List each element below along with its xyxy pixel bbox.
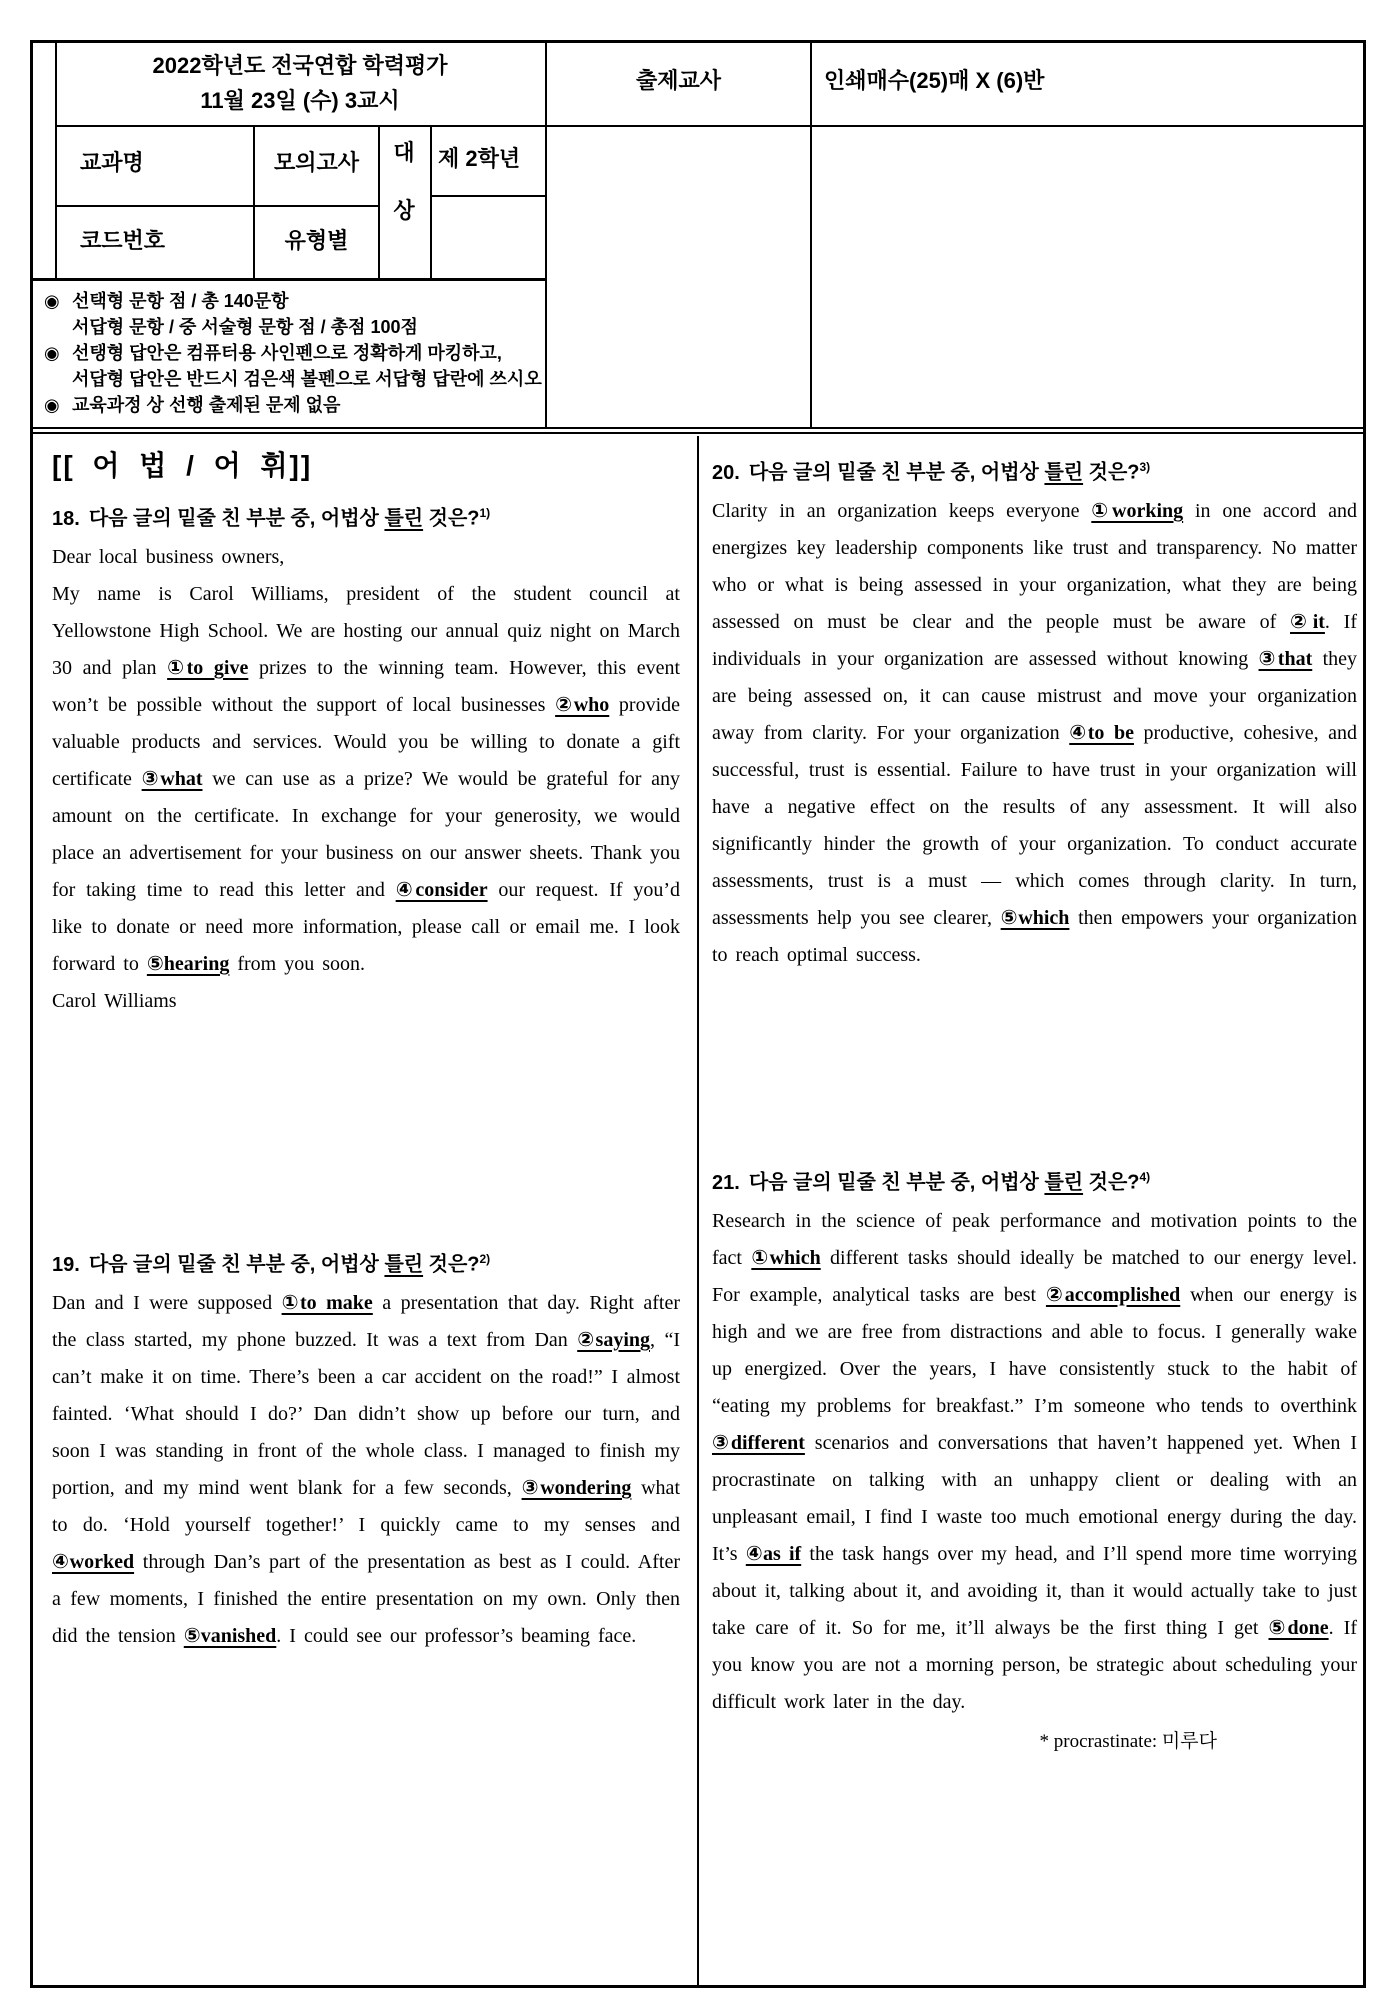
underlined-choice: ⑤which xyxy=(1000,906,1070,929)
footnote-ref: 1) xyxy=(479,506,491,520)
underlined-choice: ③what xyxy=(141,767,203,790)
examiner-label: 출제교사 xyxy=(635,68,721,93)
subject-value: 모의고사 xyxy=(273,150,359,175)
instruction-line xyxy=(44,340,549,366)
question-number: 18. xyxy=(52,507,80,530)
underlined-choice: ③wondering xyxy=(521,1476,632,1499)
question-19 xyxy=(52,1244,680,1655)
exam-title-line1: 2022학년도 전국연합 학력평가 xyxy=(152,53,448,78)
question-passage: Dear local business owners, My name is Carol Williams, president of the student council at Yellowstone High School. We are hosting our annual quiz night on March 30 and plan ①to give prizes to the winning team. However, this event won’t be possible without the support of local businesses ②who provide valuable products and services. Would you be willing to donate a gift certificate ③what we can use as a prize? We would be grateful for any amount on the certificate. In exchange for your generosity, we would place an advertisement for your business on our answer sheets. Thank you for taking time to read this letter and ④consider our request. If you’d like to donate or need more information, please call or email me. I look forward to ⑤hearing from you soon. Carol Williams xyxy=(52,545,681,1012)
bullet-icon: ◉ xyxy=(44,291,60,311)
grade-label: 제 2학년 xyxy=(438,146,521,171)
question-number: 20. xyxy=(712,461,740,484)
table-line xyxy=(430,125,432,281)
table-line xyxy=(33,278,547,281)
underlined-choice: ④to be xyxy=(1069,721,1134,744)
exam-title-line2: 11월 23일 (수) 3교시 xyxy=(200,88,400,113)
underlined-choice: ①to make xyxy=(281,1291,373,1314)
underlined-choice: ①working xyxy=(1091,499,1184,522)
prompt-text: 다음 글의 밑줄 친 부분 중, 어법상 xyxy=(88,507,385,530)
header-separator-double-line xyxy=(33,427,1363,434)
underlined-choice: ②it xyxy=(1290,610,1325,633)
question-passage: Research in the science of peak performance and motivation points to the fact ①which different tasks should ideally be matched to our energy level. For example, analytical tasks are best ②accomplished when our energy is high and we are free from distractions and able to focus. I generally wake up energized. Over the years, I have consistently stuck to the habit of “eating my problems for breakfast.” I’m someone who tends to overthink ③different scenarios and conversations that haven’t happened yet. When I procrastinate on talking with an unhappy client or dealing with an unpleasant email, I find I waste too much emotional energy during the day. It’s ④as if the task hangs over my head, and I’ll spend more time worrying about it, talking about it, and avoiding it, than it would actually take to just take care of it. So for me, it’ll always be the first thing I get ⑤done. If you know you are not a morning person, be strategic about scheduling your difficult work later in the day. xyxy=(712,1209,1358,1713)
question-21 xyxy=(712,1162,1357,1760)
code-label: 코드번호 xyxy=(80,228,166,253)
instruction-line xyxy=(44,314,549,340)
question-18 xyxy=(52,498,680,1020)
underlined-choice: ①which xyxy=(751,1246,821,1269)
footnote-ref: 4) xyxy=(1139,1170,1151,1184)
table-line xyxy=(55,125,1366,127)
bullet-icon xyxy=(44,314,72,340)
underlined-choice: ⑤vanished xyxy=(183,1624,277,1647)
question-prompt xyxy=(712,1162,1357,1198)
prompt-text: 다음 글의 밑줄 친 부분 중, 어법상 xyxy=(748,1171,1045,1194)
instruction-line xyxy=(44,366,549,392)
question-passage: Dan and I were supposed ①to make a presentation that day. Right after the class started, my phone buzzed. It was a text from Dan ②saying, “I can’t make it on time. There’s been a car accident on the road!” I almost fainted. ‘What should I do?’ Dan didn’t show up before our turn, and soon I was standing in front of the whole class. I managed to finish my portion, and my mind went blank for a few seconds, ③wondering what to do. ‘Hold yourself together!’ I quickly came to my senses and ④worked through Dan’s part of the presentation as best as I could. After a few moments, I finished the entire presentation on my own. Only then did the tension ⑤vanished. I could see our professor’s beaming face. xyxy=(52,1291,680,1647)
footnote-ref: 2) xyxy=(479,1252,491,1266)
instruction-line xyxy=(44,392,549,418)
question-passage: Clarity in an organization keeps everyone ①working in one accord and energizes key leadership components like trust and transparency. No matter who or what is being assessed in your organization, what they are being assessed on must be clear and the people must be aware of ②it. If individuals in your organization are assessed without knowing ③that they are being assessed on, it can cause mistrust and move your organization away from clarity. For your organization ④to be productive, cohesive, and successful, trust is essential. Failure to have trust in your organization will have a negative effect on the results of any assessment. It will also significantly hinder the growth of your organization. To conduct accurate assessments, trust is a must — which comes through clarity. In turn, assessments help you see clearer, ⑤which then empowers your organization to reach optimal success. xyxy=(712,499,1358,966)
underlined-choice: ④as if xyxy=(745,1542,802,1565)
question-20 xyxy=(712,452,1357,974)
underlined-choice: ③that xyxy=(1258,647,1313,670)
section-title: [[ 어 법 / 어 휘]] xyxy=(52,450,313,481)
underlined-choice: ①to give xyxy=(167,656,249,679)
vocabulary-footnote: * procrastinate: 미루다 xyxy=(1039,1730,1217,1752)
table-line xyxy=(430,195,547,197)
underlined-choice: ⑤done xyxy=(1268,1616,1329,1639)
prompt-text: 다음 글의 밑줄 친 부분 중, 어법상 xyxy=(748,461,1045,484)
print-count-label: 인쇄매수(25)매 X (6)반 xyxy=(824,68,1045,93)
instruction-text: 선탱형 답안은 컴퓨터용 사인펜으로 정확하게 마킹하고, xyxy=(72,343,502,363)
prompt-text-tail: 것은? xyxy=(423,1253,480,1276)
prompt-text-tail: 것은? xyxy=(1083,1171,1140,1194)
question-prompt xyxy=(52,498,680,534)
prompt-underlined-word: 틀린 xyxy=(1044,1171,1084,1194)
question-number: 21. xyxy=(712,1171,740,1194)
target-label-top: 대 xyxy=(393,140,415,165)
underlined-choice: ④worked xyxy=(52,1550,135,1573)
question-prompt xyxy=(712,452,1357,488)
prompt-underlined-word: 틀린 xyxy=(1044,461,1084,484)
instruction-text: 서답형 문항 / 중 서술형 문항 점 / 총점 100점 xyxy=(72,317,418,337)
bullet-icon: ◉ xyxy=(44,395,60,415)
prompt-underlined-word: 틀린 xyxy=(384,1253,424,1276)
code-value: 유형별 xyxy=(284,228,349,253)
question-prompt xyxy=(52,1244,680,1280)
underlined-choice: ④consider xyxy=(395,878,488,901)
target-label-bottom: 상 xyxy=(393,198,415,223)
instruction-text: 선택형 문항 점 / 총 140문항 xyxy=(72,291,289,311)
prompt-text: 다음 글의 밑줄 친 부분 중, 어법상 xyxy=(88,1253,385,1276)
instruction-text: 서답형 답안은 반드시 검은색 볼펜으로 서답형 답란에 쓰시오 xyxy=(72,369,542,389)
underlined-choice: ③different xyxy=(712,1431,805,1454)
underlined-choice: ②saying xyxy=(577,1328,651,1351)
exam-instructions xyxy=(44,288,549,418)
prompt-underlined-word: 틀린 xyxy=(384,507,424,530)
column-divider xyxy=(697,436,699,1986)
footnote-ref: 3) xyxy=(1139,460,1151,474)
table-line xyxy=(253,125,255,281)
question-number: 19. xyxy=(52,1253,80,1276)
underlined-choice: ⑤hearing xyxy=(146,952,230,975)
underlined-choice: ②who xyxy=(555,693,610,716)
exam-title xyxy=(57,48,543,118)
prompt-text-tail: 것은? xyxy=(1083,461,1140,484)
bullet-icon xyxy=(44,366,72,392)
prompt-text-tail: 것은? xyxy=(423,507,480,530)
underlined-choice: ②accomplished xyxy=(1045,1283,1181,1306)
instruction-line xyxy=(44,288,549,314)
table-line xyxy=(55,205,380,207)
bullet-icon: ◉ xyxy=(44,343,60,363)
table-line xyxy=(810,40,812,430)
instruction-text: 교육과정 상 선행 출제된 문제 없음 xyxy=(72,395,341,415)
subject-label: 교과명 xyxy=(80,150,144,175)
